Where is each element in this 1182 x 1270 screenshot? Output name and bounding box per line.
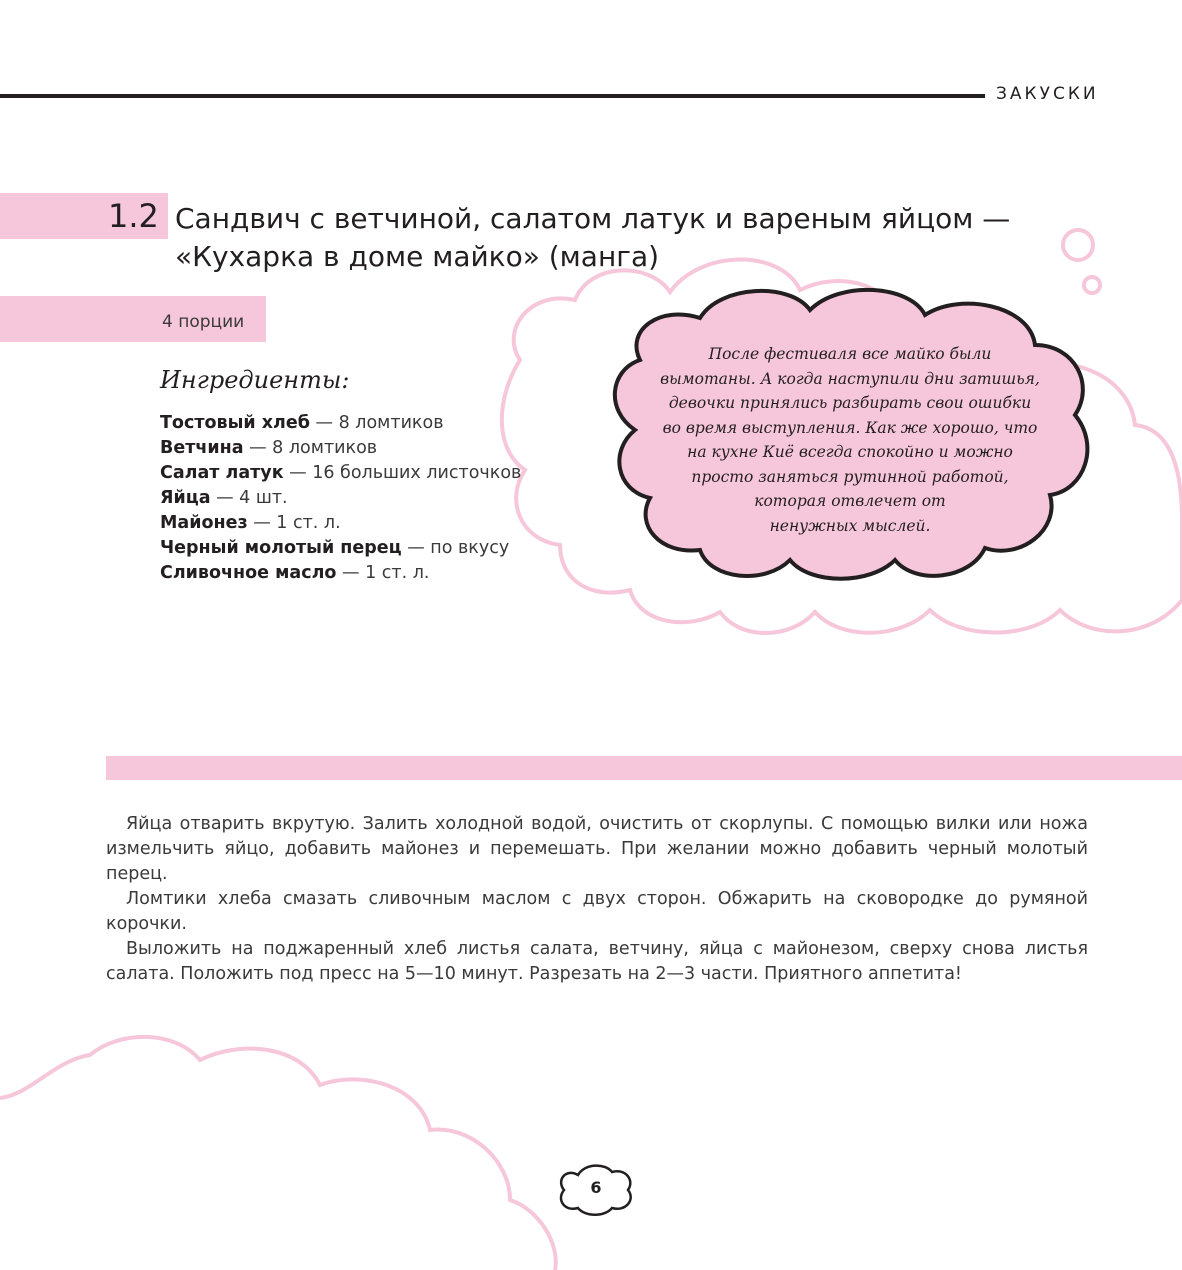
quote-line: просто заняться рутинной работой, (691, 467, 1009, 486)
ingredient-name: Майонез (160, 513, 248, 533)
ingredient-name: Яйца (160, 488, 211, 508)
method-paragraph: Ломтики хлеба смазать сливочным маслом с двух сторон. Обжарить на сковородке до румяной корочки. (106, 889, 1088, 934)
bottom-cloud-outline (0, 1037, 556, 1270)
ingredient-amount: — 8 ломтиков (309, 413, 444, 433)
ingredient-amount: — 1 ст. л. (247, 513, 341, 533)
quote-line: вымотаны. А когда наступили дни затишья, (660, 369, 1040, 388)
ingredient-item (160, 411, 521, 436)
page-number: 6 (590, 1178, 602, 1197)
quote-line: После фестиваля все майко были (708, 345, 992, 363)
quote-line: во время выступления. Как же хорошо, что (662, 418, 1038, 437)
ingredient-amount: — 1 ст. л. (336, 563, 430, 583)
method-divider-band (106, 756, 1182, 780)
quote-text (640, 342, 1060, 538)
quote-line: девочки принялись разбирать свои ошибки (668, 394, 1032, 412)
ingredient-item (160, 511, 521, 536)
ingredient-item (160, 486, 521, 511)
method-paragraph: Выложить на поджаренный хлеб листья салата, ветчину, яйца с майонезом, сверху снова листья салата. Положить под пресс на 5—10 минут. Разрезать на 2—3 части. Приятного аппетита! (106, 939, 1088, 984)
ingredient-name: Черный молотый перец (160, 538, 402, 558)
recipe-number: 1.2 (108, 197, 159, 235)
ingredient-amount: — по вкусу (401, 538, 510, 558)
quote-line: ненужных мыслей. (769, 516, 931, 535)
method-text (106, 812, 1088, 987)
ingredient-name: Ветчина (160, 438, 244, 458)
ingredient-amount: — 4 шт. (210, 488, 288, 508)
quote-line: которая отвлечет от (754, 492, 946, 510)
method-paragraph: Яйца отварить вкрутую. Залить холодной водой, очистить от скорлупы. С помощью вилки или ножа измельчить яйцо, добавить майонез и перемешать. При желании можно добавить черный молотый перец. (106, 814, 1088, 884)
ingredient-name: Сливочное масло (160, 563, 337, 583)
servings: 4 порции (162, 312, 245, 332)
ingredients-list (160, 411, 521, 586)
ingredient-amount: — 16 больших листочков (283, 463, 522, 483)
recipe-title-line-1: Сандвич с ветчиной, салатом латук и вареным яйцом — (175, 202, 1011, 235)
quote-line: на кухне Киё всегда спокойно и можно (687, 443, 1013, 461)
ingredient-item (160, 461, 521, 486)
section-label: ЗАКУСКИ (996, 84, 1099, 104)
ingredient-amount: — 8 ломтиков (243, 438, 378, 458)
ingredient-item (160, 436, 521, 461)
ingredient-item (160, 536, 521, 561)
ingredient-name: Тостовый хлеб (160, 413, 310, 433)
ingredient-name: Салат латук (160, 463, 284, 483)
cloud-bubble-small (1084, 277, 1100, 293)
ingredient-item (160, 561, 521, 586)
ingredients-heading: Ингредиенты: (160, 366, 350, 394)
recipe-title-line-2: «Кухарка в доме майко» (манга) (175, 240, 660, 273)
header-rule (0, 94, 985, 98)
recipe-title (175, 200, 1075, 276)
